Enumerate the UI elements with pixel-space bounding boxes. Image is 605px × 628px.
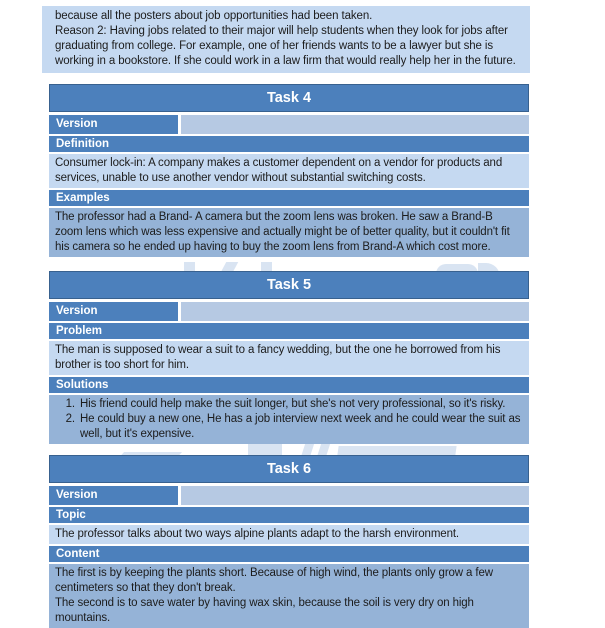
task5-version-row [49,302,529,321]
solutions-body [49,395,529,444]
intro-paragraph-block [42,6,530,73]
intro-line: because all the posters about job opportunities had been taken. [55,10,373,22]
content-paragraph-1: The first is by keeping the plants short. Because of high wind, the plants only grow a few centimeters so that they don't break. [55,567,493,594]
solutions-list [55,397,522,442]
version-value-cell [181,302,529,321]
task6-version-row [49,486,529,505]
examples-body [49,208,529,257]
examples-text: The professor had a Brand- A camera but the zoom lens was broken. He saw a Brand-B zoom lens which was less expensive and actually might be of better quality, but it couldn't fit his camera so he ended up having to buy the zoom lens from Brand-A which cost more. [55,211,510,253]
problem-text: The man is supposed to wear a suit to a fancy wedding, but the one he borrowed from his brother is too short for him. [55,344,501,371]
examples-label: Examples [49,190,529,206]
topic-text: The professor talks about two ways alpine plants adapt to the harsh environment. [55,528,459,540]
task5-table [49,271,529,444]
definition-body [49,154,529,188]
problem-label: Problem [49,323,529,339]
content-body [49,564,529,628]
task5-title: Task 5 [49,271,529,299]
intro-reason2-paragraph: Reason 2: Having jobs related to their major will help students when they look for jobs after graduating from college. For example, one of her friends wants to be a lawyer but she is working in a bookstore. If she could work in a law firm that would really help her in the future. [55,25,516,67]
content-paragraph-2: The second is to save water by having wax skin, because the soil is very dry on high mountains. [55,597,474,624]
topic-label: Topic [49,507,529,523]
task6-title: Task 6 [49,455,529,483]
definition-text: Consumer lock-in: A company makes a customer dependent on a vendor for products and services, unable to use another vendor without substantial switching costs. [55,157,503,184]
content-label: Content [49,546,529,562]
topic-body [49,525,529,544]
document-page [0,6,605,624]
version-label-cell: Version [49,302,178,321]
version-label-cell: Version [49,115,178,134]
task6-table [49,455,529,628]
solution-item-2: 2. He could buy a new one, He has a job interview next week and he could wear the suit as well, but it's expensive. [78,412,522,442]
solutions-label: Solutions [49,377,529,393]
version-value-cell [181,115,529,134]
version-label-cell: Version [49,486,178,505]
solution-item-1: 1. His friend could help make the suit longer, but she's not very professional, so it's risky. [78,397,522,412]
task4-table [49,84,529,257]
problem-body [49,341,529,375]
task4-title: Task 4 [49,84,529,112]
task4-version-row [49,115,529,134]
version-value-cell [181,486,529,505]
definition-label: Definition [49,136,529,152]
